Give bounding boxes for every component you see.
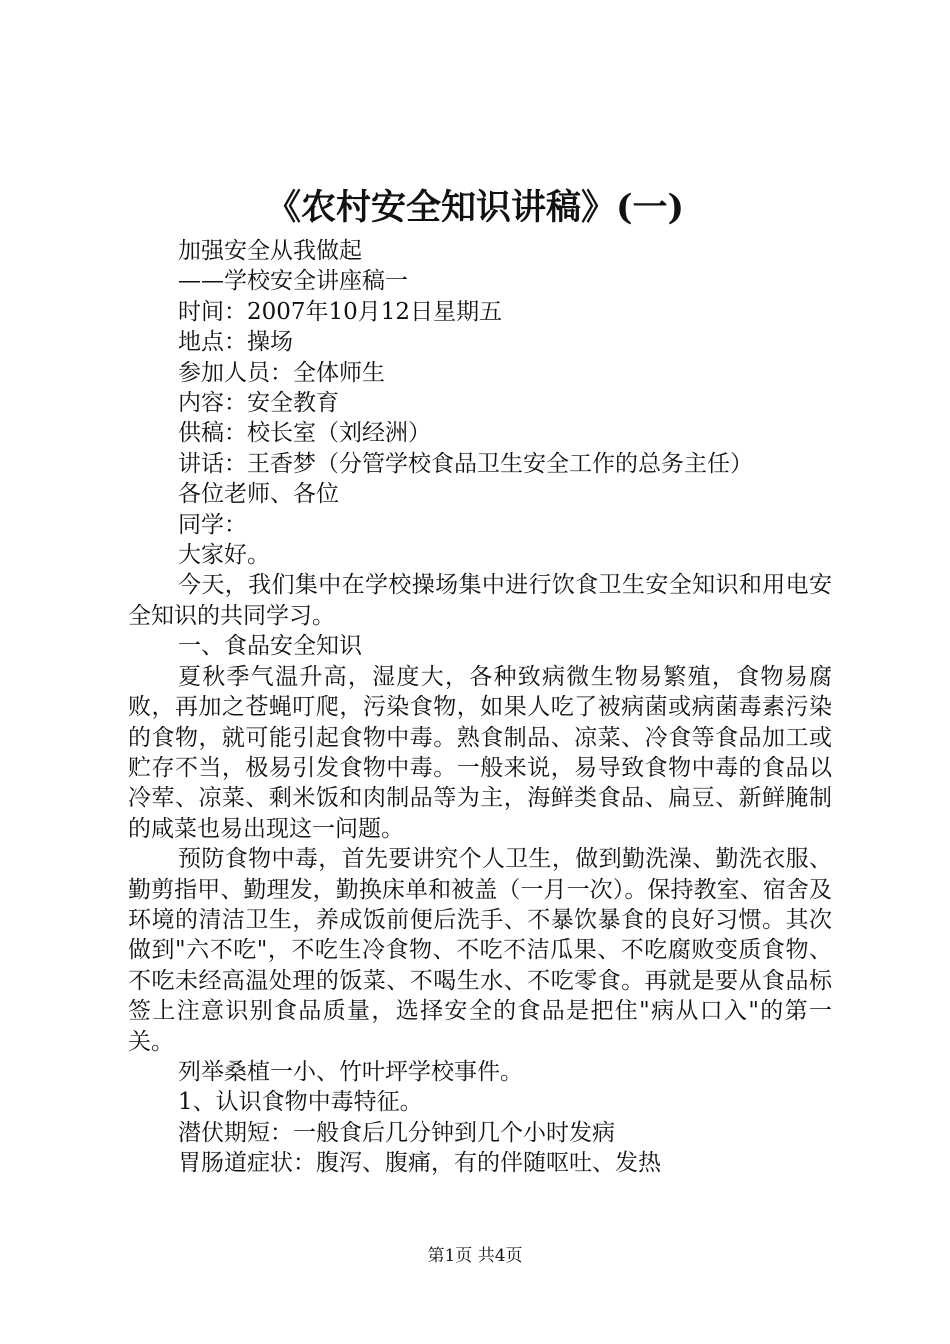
paragraph: 列举桑植一小、竹叶坪学校事件。: [178, 1058, 523, 1085]
page-number-footer: 第1页 共4页: [427, 1246, 523, 1266]
paragraph: 各位老师、各位: [178, 481, 339, 508]
paragraph: 讲话：王香梦（分管学校食品卫生安全工作的总务主任）: [178, 450, 753, 477]
paragraph: 夏秋季气温升高，湿度大，各种致病微生物易繁殖，食物易腐败，再加之苍蝇叮爬，污染食物，如果人吃了被病菌或病菌毒素污染的食物，就可能引起食物中毒。熟食制品、凉菜、冷食等食品加工或贮存不当，极易引发食物中毒。一般来说，易导致食物中毒的食品以冷荤、凉菜、剩米饭和肉制品等为主，海鲜类食品、扁豆、新鲜腌制的咸菜也易出现这一问题。: [128, 663, 832, 842]
paragraph: 时间：2007年10月12日星期五: [178, 298, 503, 325]
paragraph: 加强安全从我做起: [178, 238, 362, 264]
paragraph: 供稿：校长室（刘经洲）: [178, 420, 431, 447]
paragraph: 今天，我们集中在学校操场集中进行饮食卫生安全知识和用电安全知识的共同学习。: [128, 572, 832, 629]
paragraph: 胃肠道症状：腹泻、腹痛，有的伴随呕吐、发热: [178, 1150, 661, 1177]
paragraph: 1、认识食物中毒特征。: [178, 1089, 423, 1116]
paragraph: 参加人员：全体师生: [178, 359, 385, 386]
paragraph: 大家好。: [178, 542, 270, 569]
document-title: 《农村安全知识讲稿》(一): [265, 187, 685, 228]
paragraph: ——学校安全讲座稿一: [178, 268, 408, 295]
paragraph: 潜伏期短：一般食后几分钟到几个小时发病: [178, 1119, 615, 1146]
paragraph: 同学：: [178, 511, 247, 538]
paragraph: 预防食物中毒，首先要讲究个人卫生，做到勤洗澡、勤洗衣服、勤剪指甲、勤理发，勤换床单和被盖（一月一次）。保持教室、宿舍及环境的清洁卫生，养成饭前便后洗手、不暴饮暴食的良好习惯。其次做到"六不吃"，不吃生冷食物、不吃不洁瓜果、不吃腐败变质食物、不吃未经高温处理的饭菜、不喝生水、不吃零食。再就是要从食品标签上注意识别食品质量，选择安全的食品是把住"病从口入"的第一关。: [128, 846, 832, 1055]
document-body: [128, 236, 832, 1179]
paragraph: 地点：操场: [178, 329, 293, 356]
paragraph: 内容：安全教育: [178, 390, 339, 417]
paragraph: 一、食品安全知识: [178, 633, 362, 660]
